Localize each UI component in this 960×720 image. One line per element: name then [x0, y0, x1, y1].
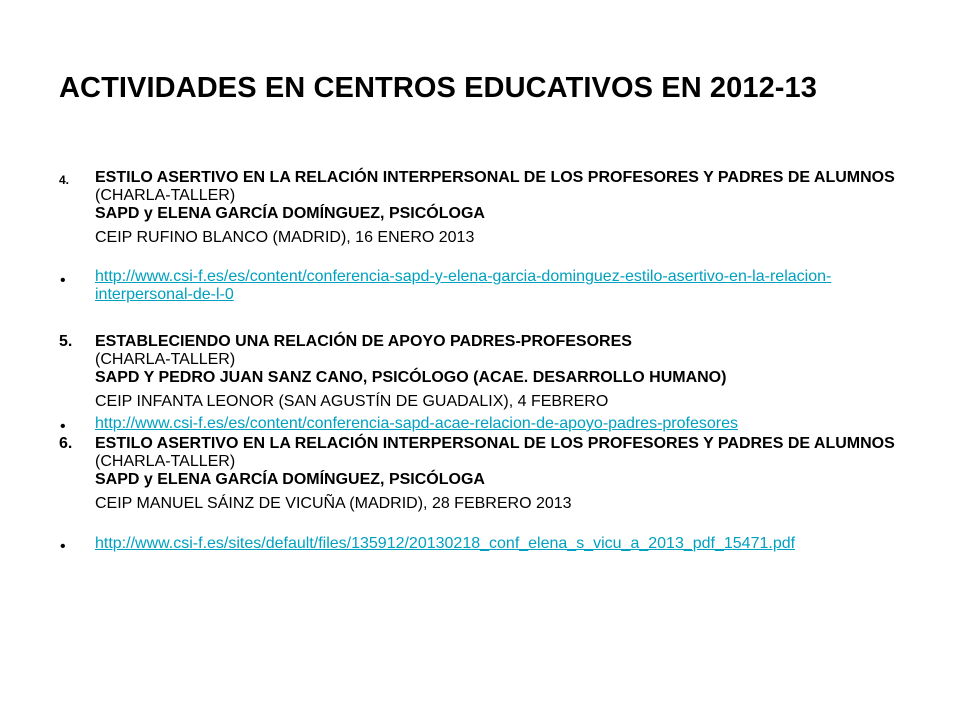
bullet: • — [60, 272, 66, 289]
item-venue: CEIP INFANTA LEONOR (SAN AGUSTÍN DE GUADALIX), 4 FEBRERO — [95, 393, 609, 410]
bullet: • — [60, 538, 66, 555]
item-number: 5. — [59, 333, 73, 350]
item-type: (CHARLA-TALLER) — [95, 453, 236, 470]
item-heading: ESTILO ASERTIVO EN LA RELACIÓN INTERPERSONAL DE LOS PROFESORES Y PADRES DE ALUMNOS — [95, 169, 895, 186]
item-venue: CEIP RUFINO BLANCO (MADRID), 16 ENERO 2013 — [95, 229, 475, 246]
item-number: 4. — [59, 173, 70, 187]
item-link[interactable]: http://www.csi-f.es/sites/default/files/135912/20130218_conf_elena_s_vicu_a_2013_pdf_15471.pdf — [95, 535, 796, 552]
item-speaker: SAPD y ELENA GARCÍA DOMÍNGUEZ, PSICÓLOGA — [95, 471, 485, 488]
item-link[interactable]: http://www.csi-f.es/es/content/conferencia-sapd-y-elena-garcia-dominguez-estilo-asertivo-en-la-relacion-interpersonal-de-l-0 — [95, 268, 832, 303]
item-number: 6. — [59, 435, 73, 452]
item-speaker: SAPD y ELENA GARCÍA DOMÍNGUEZ, PSICÓLOGA — [95, 205, 485, 222]
item-venue: CEIP MANUEL SÁINZ DE VICUÑA (MADRID), 28 FEBRERO 2013 — [95, 495, 572, 512]
item-heading: ESTILO ASERTIVO EN LA RELACIÓN INTERPERSONAL DE LOS PROFESORES Y PADRES DE ALUMNOS — [95, 435, 895, 452]
bullet: • — [60, 418, 66, 435]
item-type: (CHARLA-TALLER) — [95, 351, 236, 368]
item-speaker: SAPD Y PEDRO JUAN SANZ CANO, PSICÓLOGO (ACAE. DESARROLLO HUMANO) — [95, 369, 727, 386]
item-type: (CHARLA-TALLER) — [95, 187, 236, 204]
page-title: ACTIVIDADES EN CENTROS EDUCATIVOS EN 2012-13 — [59, 72, 818, 104]
item-heading: ESTABLECIENDO UNA RELACIÓN DE APOYO PADRES-PROFESORES — [95, 333, 632, 350]
item-link[interactable]: http://www.csi-f.es/es/content/conferencia-sapd-acae-relacion-de-apoyo-padres-profesores — [95, 415, 738, 432]
